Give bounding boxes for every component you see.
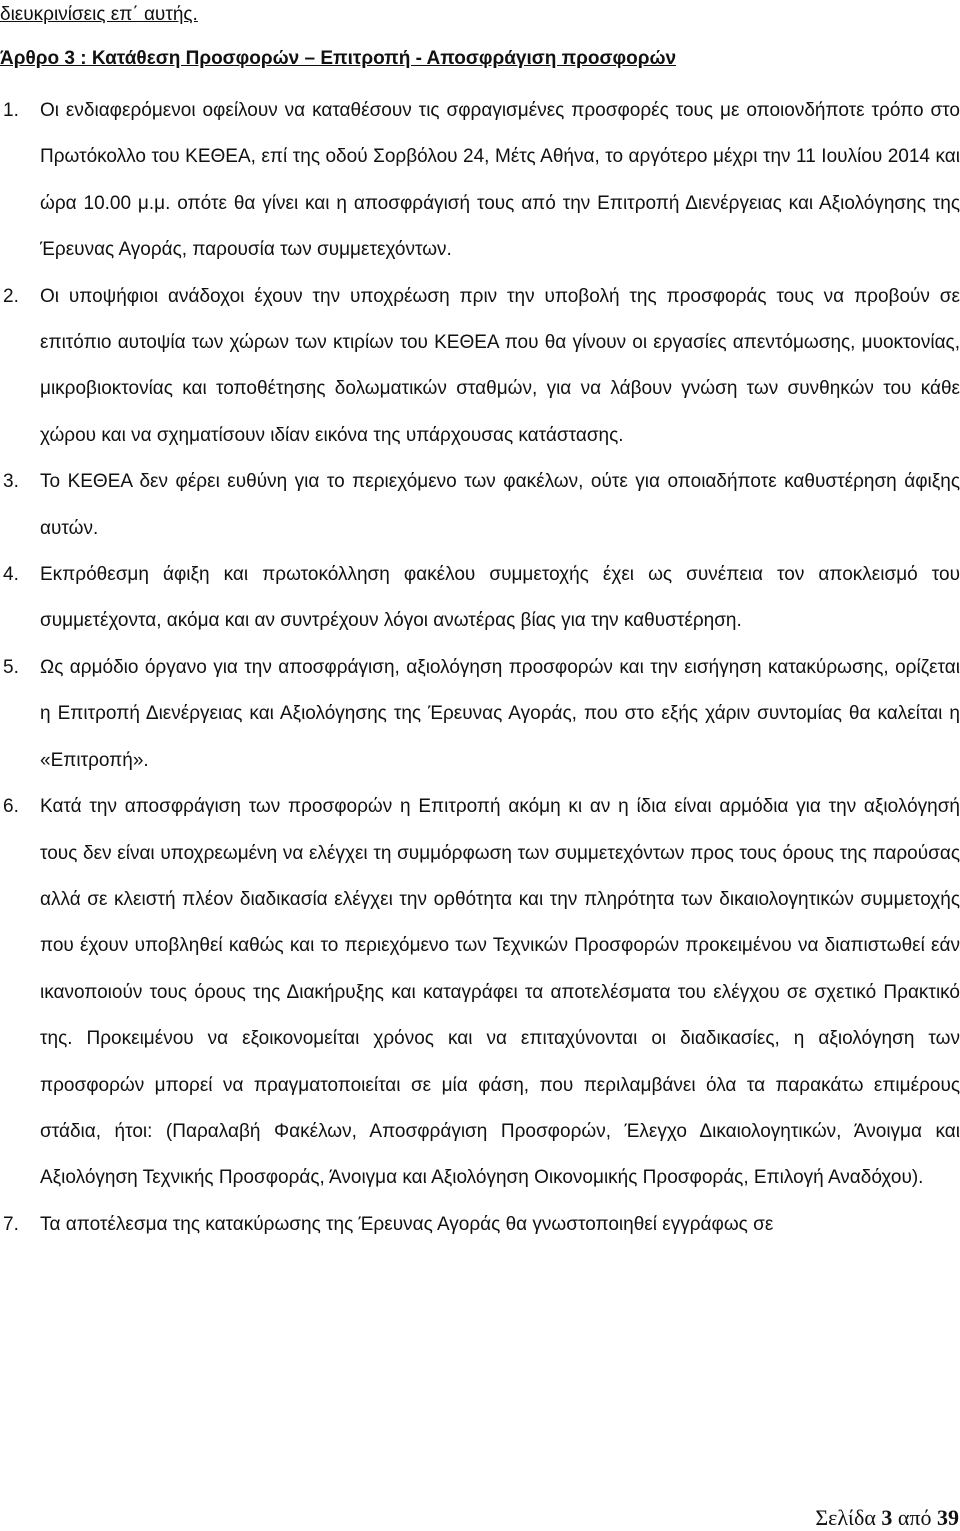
page-separator: από xyxy=(897,1505,932,1530)
page-footer xyxy=(815,1505,959,1531)
article-item-6 xyxy=(0,784,960,1202)
article-item-5 xyxy=(0,645,960,784)
article-item-2 xyxy=(0,274,960,460)
item-number: 3. xyxy=(3,471,19,493)
item-text: Κατά την αποσφράγιση των προσφορών η Επιτροπή ακόμη κι αν η ίδια είναι αρμόδια για την αξιολόγησή τους δεν είναι υποχρεωμένη να ελέγχει τη συμμόρφωση των συμμετεχόντων προς τους όρους της παρούσας αλλά σε κλειστή πλέον διαδικασία ελέγχει την ορθότητα και την πληρότητα των δικαιολογητικών συμμετοχής που έχουν υποβληθεί καθώς και το περιεχόμενο των Τεχνικών Προσφορών προκειμένου να διαπιστωθεί εάν ικανοποιούν τους όρους της Διακήρυξης και καταγράφει τα αποτελέσματα του ελέγχου σε σχετικό Πρακτικό της. Προκειμένου να εξοικονομείται χρόνος και να επιταχύνονται οι διαδικασίες, η αξιολόγηση των προσφορών μπορεί να πραγματοποιείται σε μία φάση, που περιλαμβάνει όλα τα παρακάτω επιμέρους στάδια, ήτοι: (Παραλαβή Φακέλων, Αποσφράγιση Προσφορών, Έλεγχο Δικαιολογητικών, Άνοιγμα και Αξιολόγηση Τεχνικής Προσφοράς, Άνοιγμα και Αξιολόγηση Οικονομικής Προσφοράς, Επιλογή Αναδόχου). xyxy=(40,796,960,1189)
item-text: Τα αποτέλεσμα της κατακύρωσης της Έρευνας Αγοράς θα γνωστοποιηθεί εγγράφως σε xyxy=(40,1213,774,1235)
item-text: Εκπρόθεσμη άφιξη και πρωτοκόλληση φακέλου συμμετοχής έχει ως συνέπεια τον αποκλεισμό του συμμετέχοντα, ακόμα και αν συντρέχουν λόγοι ανωτέρας βίας για την καθυστέρηση. xyxy=(40,564,960,632)
item-number: 5. xyxy=(3,656,19,678)
article-items-list xyxy=(0,88,960,1248)
item-number: 1. xyxy=(3,100,19,121)
item-number: 7. xyxy=(3,1213,19,1235)
page-label: Σελίδα xyxy=(815,1505,876,1530)
page-total: 39 xyxy=(937,1505,959,1530)
item-number: 6. xyxy=(3,796,19,818)
page-number: 3 xyxy=(881,1505,893,1530)
item-text: Ως αρμόδιο όργανο για την αποσφράγιση, αξιολόγηση προσφορών και την εισήγηση κατακύρωσης, ορίζεται η Επιτροπή Διενέργειας και Αξιολόγησης της Έρευνας Αγοράς, που στο εξής χάριν συντομίας θα καλείται η «Επιτροπή». xyxy=(40,656,960,771)
article-item-3 xyxy=(0,459,960,552)
item-text: Το ΚΕΘΕΑ δεν φέρει ευθύνη για το περιεχόμενο των φακέλων, ούτε για οποιαδήποτε καθυστέρηση άφιξης αυτών. xyxy=(40,471,960,539)
previous-paragraph-fragment: διευκρινίσεις επ΄ αυτής. xyxy=(0,4,198,25)
item-number: 2. xyxy=(3,285,19,307)
article-item-1 xyxy=(0,88,960,274)
item-text: Οι υποψήφιοι ανάδοχοι έχουν την υποχρέωση πριν την υποβολή της προσφοράς τους να προβούν σε επιτόπιο αυτοψία των χώρων των κτιρίων του ΚΕΘΕΑ που θα γίνουν οι εργασίες απεντόμωσης, μυοκτονίας, μικροβιοκτονίας και τοποθέτησης δολωματικών σταθμών, για να λάβουν γνώση των συνθηκών του κάθε χώρου και να σχηματίσουν ιδίαν εικόνα της υπάρχουσας κατάστασης. xyxy=(40,285,960,446)
article-item-4 xyxy=(0,552,960,645)
item-text: Οι ενδιαφερόμενοι οφείλουν να καταθέσουν τις σφραγισμένες προσφορές τους με οποιονδήποτε τρόπο στο Πρωτόκολλο του ΚΕΘΕΑ, επί της οδού Σορβόλου 24, Μέτς Αθήνα, το αργότερο μέχρι την 11 Ιουλίου 2014 και ώρα 10.00 μ.μ. οπότε θα γίνει και η αποσφράγισή τους από την Επιτροπή Διενέργειας και Αξιολόγησης της Έρευνας Αγοράς, παρουσία των συμμετεχόντων. xyxy=(40,100,960,261)
item-number: 4. xyxy=(3,564,19,586)
article-heading: Άρθρο 3 : Κατάθεση Προσφορών – Επιτροπή - Αποσφράγιση προσφορών xyxy=(0,48,677,69)
article-item-7 xyxy=(0,1202,960,1248)
